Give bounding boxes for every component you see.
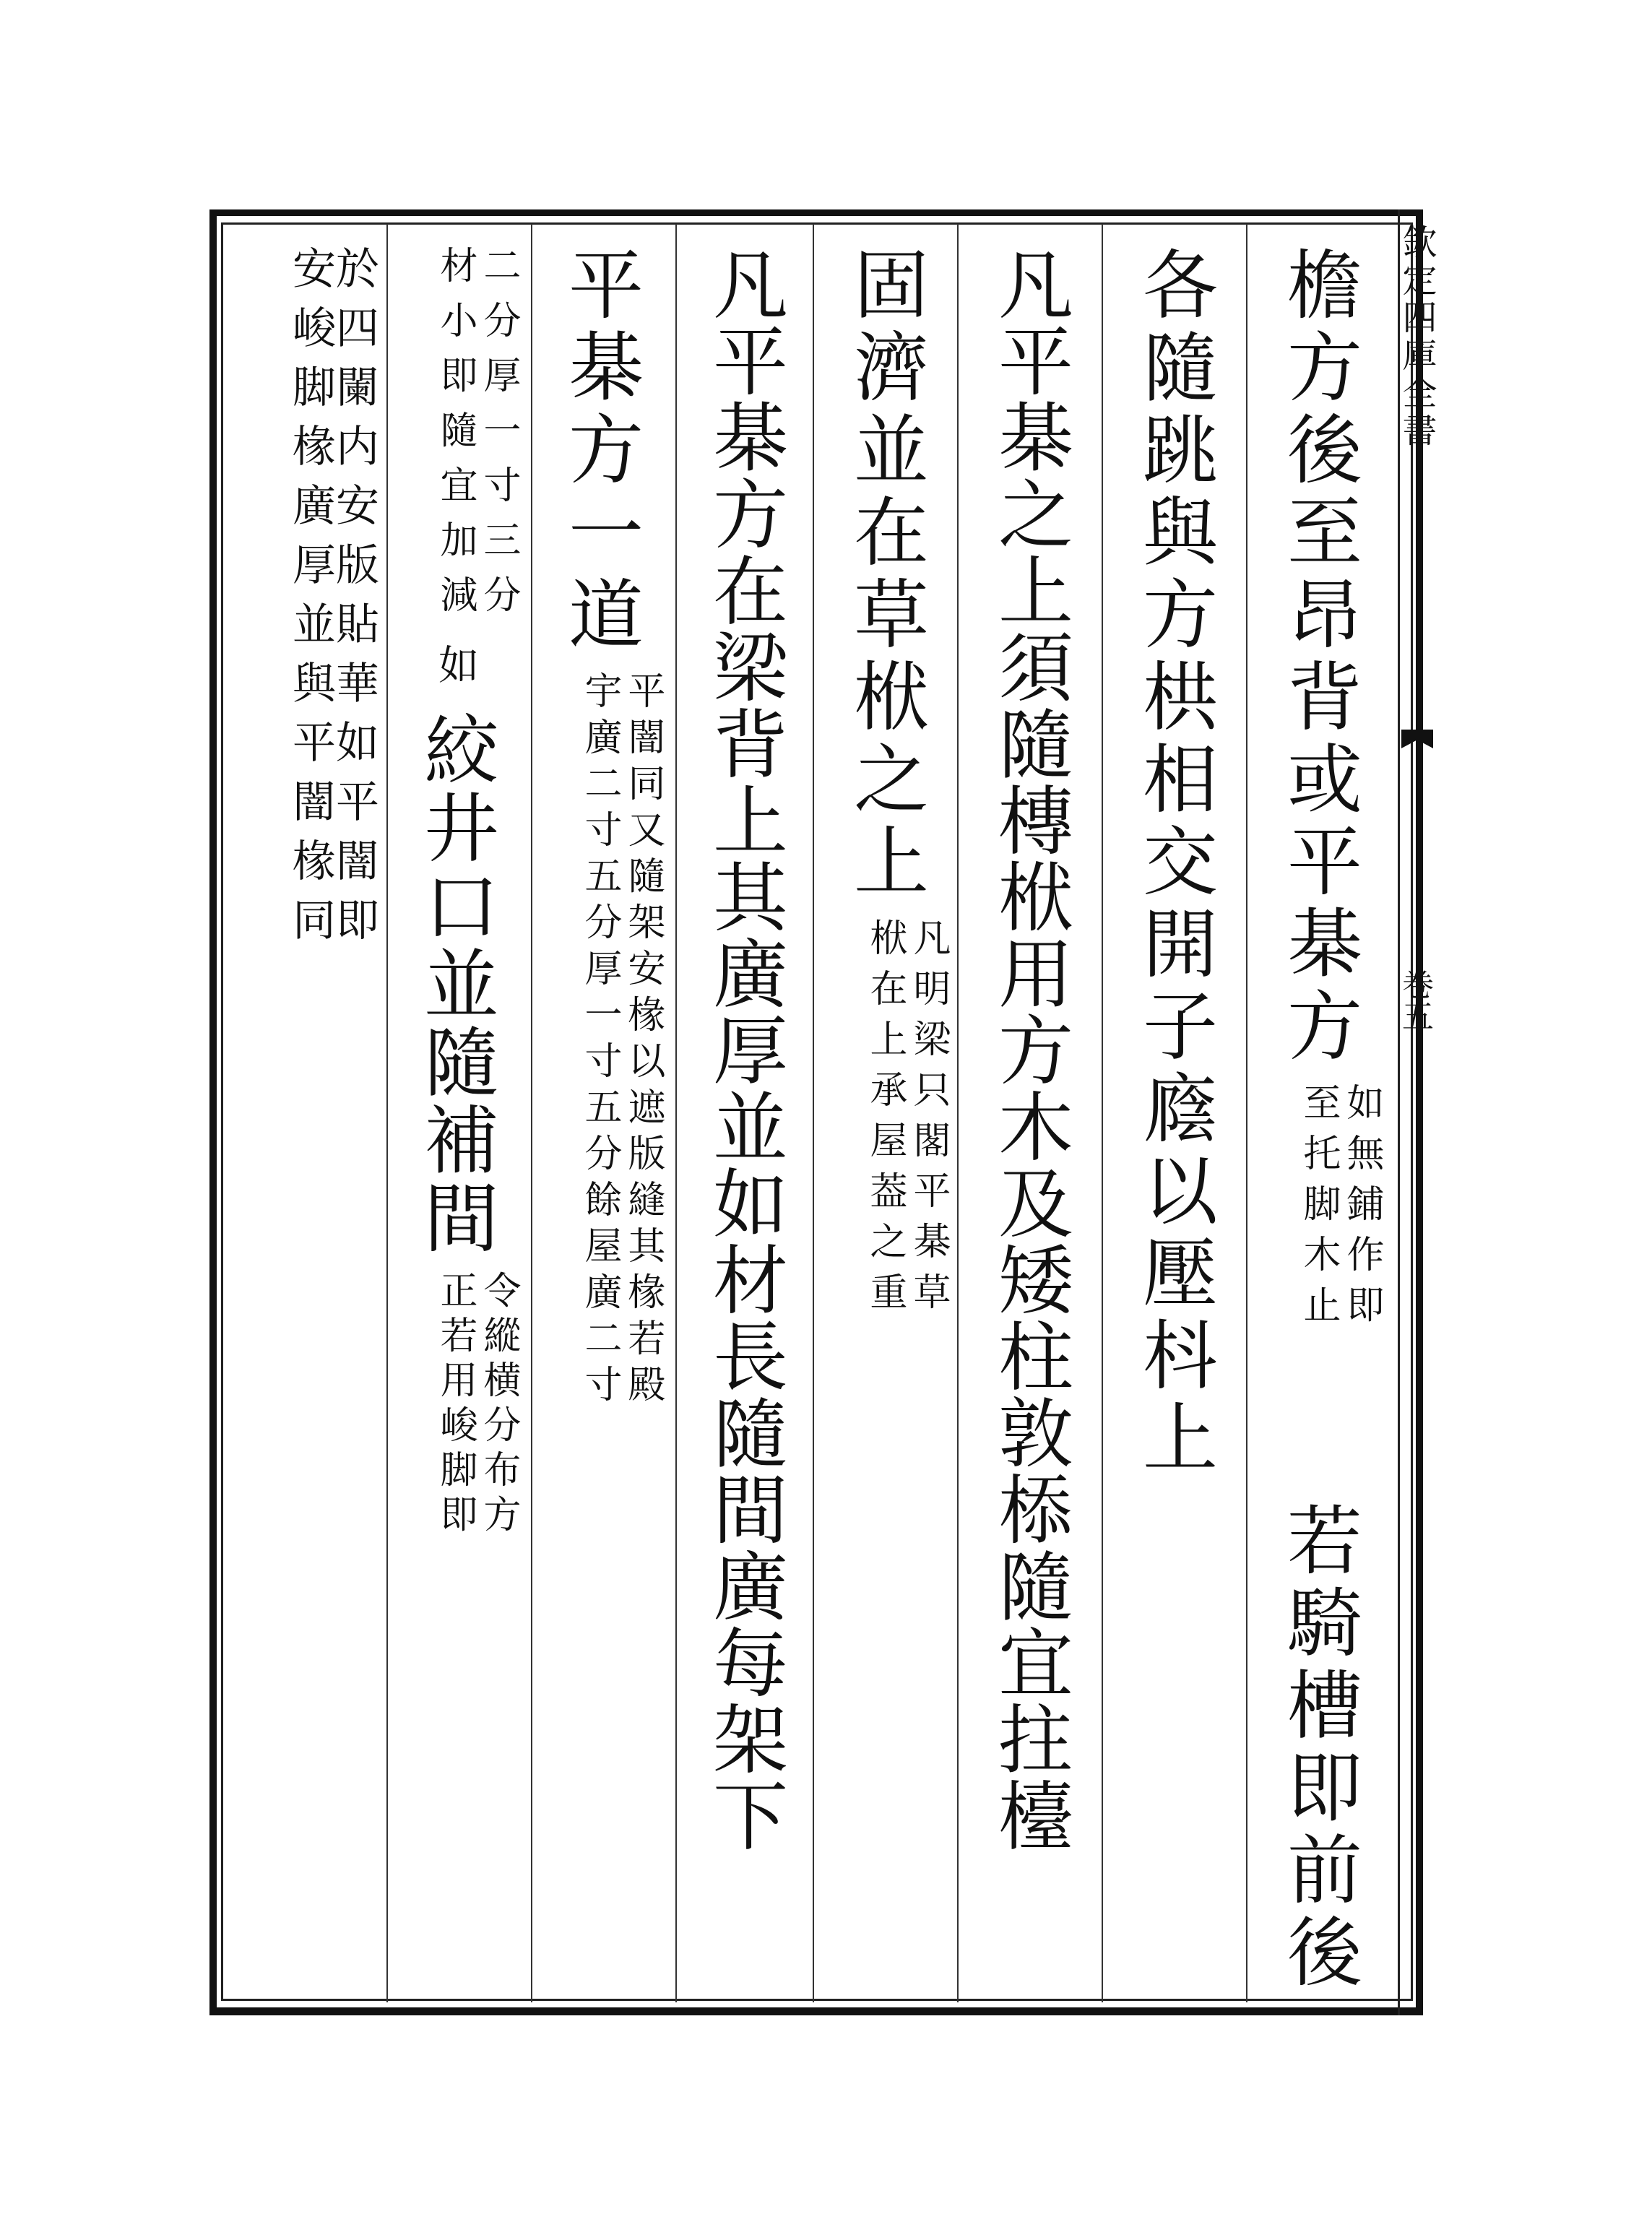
annotation-connector: 如 <box>432 644 479 697</box>
annotation <box>1297 1083 1383 1487</box>
text-column-4 <box>827 246 957 1994</box>
annotation-left: 安峻脚椽廣厚並與平闇椽同 <box>285 246 336 956</box>
main-text: 若騎槽即前後 <box>1274 1501 1362 1995</box>
annotation <box>433 1271 520 1539</box>
main-text: 各隨跳與方栱相交開子廕以壓枓上 <box>1130 246 1218 1481</box>
text-column-3 <box>972 246 1102 1994</box>
main-text: 絞井口並隨補間 <box>411 711 499 1257</box>
text-column-8 <box>231 246 379 1994</box>
annotation-right: 令縱横分布方 <box>477 1271 520 1539</box>
main-text: 平棊方一道 <box>555 246 644 657</box>
text-column-1 <box>1260 246 1391 1994</box>
annotation-right: 如無鋪作即 <box>1340 1083 1383 1336</box>
annotation-right: 二分厚一寸三分 <box>477 246 520 630</box>
annotation <box>578 671 665 1411</box>
text-column-5 <box>686 246 816 1994</box>
main-text: 凡平棊方在梁背上其廣厚並如材長隨間廣每架下 <box>700 246 788 1854</box>
book-title: 欽定四庫全書 <box>1396 224 1437 449</box>
text-column-6 <box>538 246 672 1994</box>
annotation-right: 於四闌内安版貼華如平闇即 <box>329 246 379 956</box>
text-column-7 <box>394 246 527 1994</box>
annotation-right: 平闇同又隨架安椽以遮版縫其椽若殿 <box>621 671 665 1411</box>
annotation <box>285 246 379 956</box>
main-text: 固濟並在草栿之上 <box>841 246 929 904</box>
main-text: 凡平棊之上須隨槫栿用方木及矮柱敦㮇隨宜拄檯 <box>985 246 1073 1854</box>
annotation <box>433 246 520 630</box>
annotation-left: 材小即隨宜加減 <box>433 246 477 630</box>
annotation-left: 至托脚木止 <box>1297 1083 1340 1336</box>
annotation <box>863 918 950 1323</box>
annotation-left: 宇廣二寸五分厚一寸五分餘屋廣二寸 <box>578 671 621 1411</box>
annotation-right: 凡明梁只閣平棊草 <box>907 918 950 1323</box>
annotation-left: 栿在上承屋葢之重 <box>863 918 907 1323</box>
annotation-left: 正若用峻脚即 <box>433 1271 477 1539</box>
main-text: 檐方後至昂背或平棊方 <box>1274 246 1362 1069</box>
juan-number: 卷五 <box>1396 968 1433 1032</box>
margin-column <box>1398 209 1437 2015</box>
text-column-2 <box>1116 246 1246 1994</box>
